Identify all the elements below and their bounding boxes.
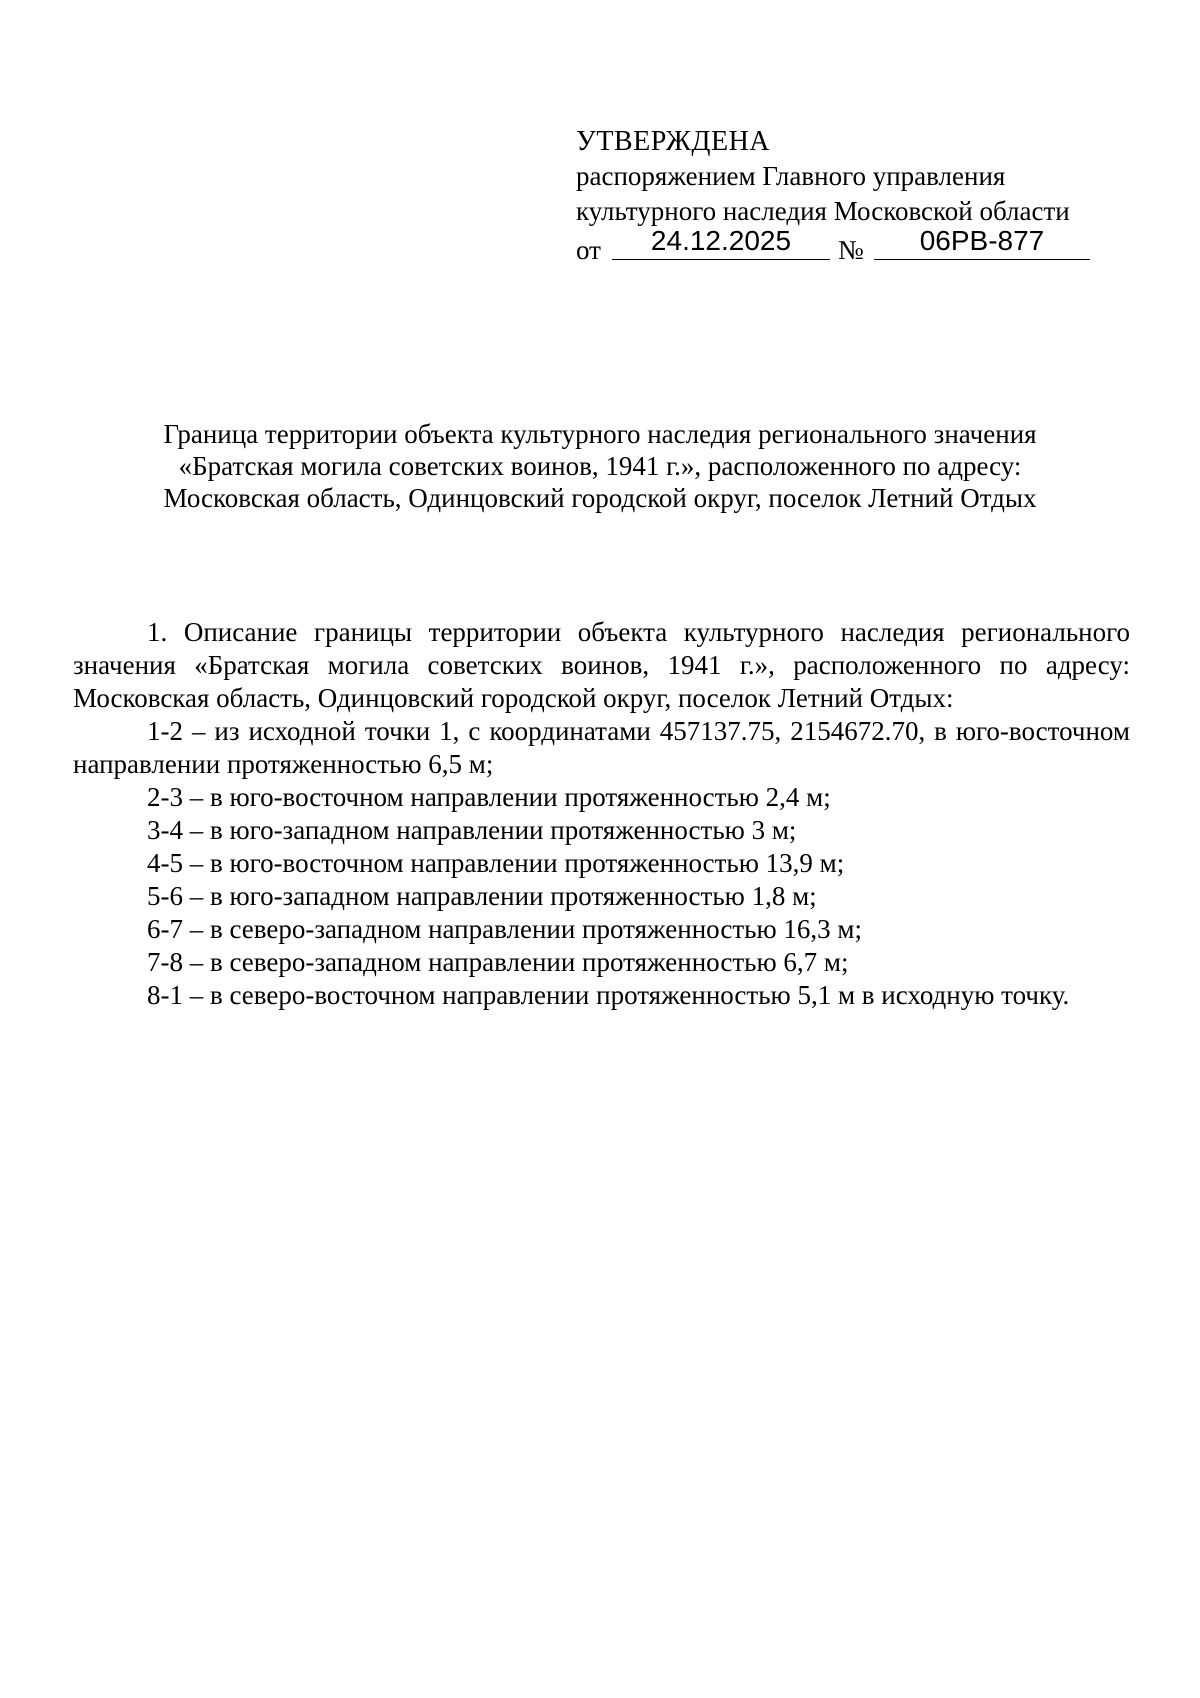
number-label: № [838,235,864,265]
segment-item: 7-8 – в северо-западном направлении протяженностью 6,7 м; [147,947,849,977]
segment-item: 8-1 – в северо-восточном направлении протяженностью 5,1 м в исходную точку. [147,980,1070,1010]
segment-item: 1-2 – из исходной точки 1, с координатами 457137.75, 2154672.70, в юго-восточном направлении протяженностью 6,5 м; [73,716,1130,779]
approval-block [576,124,1116,264]
document-title [60,418,1140,514]
title-line-1: Граница территории объекта культурного наследия регионального значения [163,419,1037,449]
document-body [73,616,1130,1012]
segment-item: 3-4 – в юго-западном направлении протяженностью 3 м; [147,815,797,845]
approval-number: 06РВ-877 [874,223,1090,260]
segment-item: 2-3 – в юго-восточном направлении протяженностью 2,4 м; [147,782,831,812]
segment-item: 5-6 – в юго-западном направлении протяженностью 1,8 м; [147,881,817,911]
approval-line-2: культурного наследия Московской области [576,196,1070,226]
approval-date-row [576,225,1116,265]
segment-item: 4-5 – в юго-восточном направлении протяженностью 13,9 м; [147,848,845,878]
approval-heading: УТВЕРЖДЕНА [576,126,771,157]
segment-item: 6-7 – в северо-западном направлении протяженностью 16,3 м; [147,914,862,944]
title-line-3: Московская область, Одинцовский городской округ, поселок Летний Отдых [163,483,1037,513]
approval-date: 24.12.2025 [612,223,830,260]
approval-line-1: распоряжением Главного управления [576,161,1006,191]
intro-paragraph: 1. Описание границы территории объекта культурного наследия регионального значения «Братская могила советских воинов, 1941 г.», расположенного по адресу: Московская область, Одинцовский городской округ, поселок Летний Отдых: [73,617,1130,713]
title-line-2: «Братская могила советских воинов, 1941 г.», расположенного по адресу: [178,451,1022,481]
from-label: от [576,235,601,265]
